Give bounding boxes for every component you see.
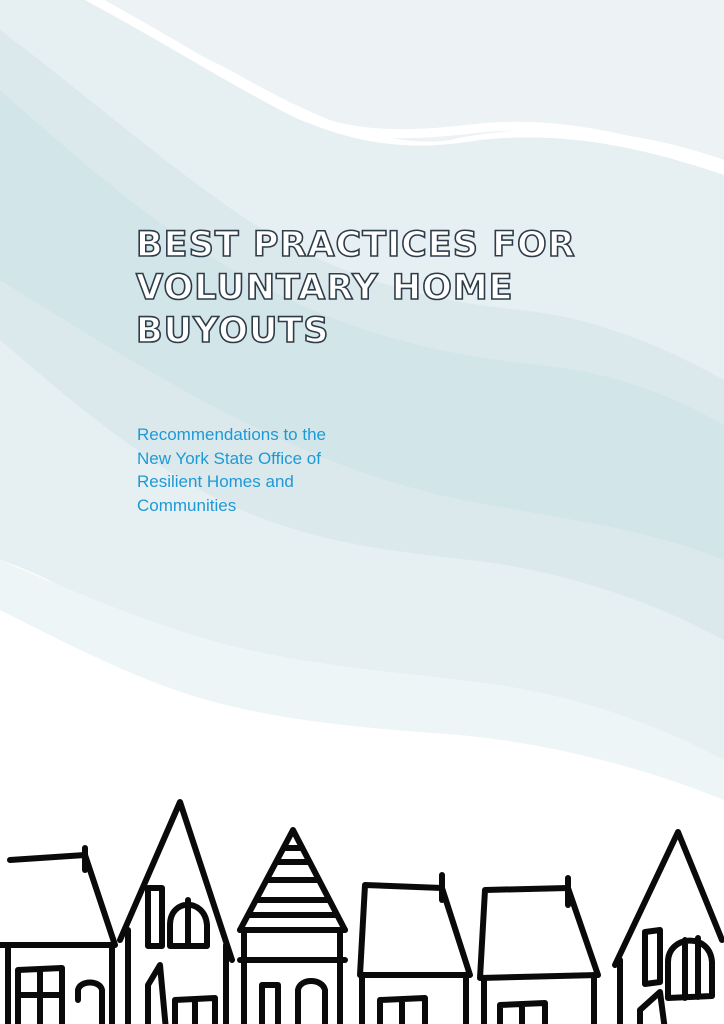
subtitle-line-3: Resilient Homes and — [137, 472, 294, 491]
house-3 — [240, 830, 345, 1024]
subtitle-line-2: New York State Office of — [137, 448, 321, 468]
house-2 — [120, 802, 232, 1024]
house-4 — [360, 875, 470, 1024]
house-5 — [480, 878, 598, 1024]
subtitle-line-4: Communities — [137, 495, 237, 515]
title-line-2: VOLUNTARY HOME — [136, 268, 514, 308]
report-title — [136, 224, 576, 353]
houses-illustration — [0, 790, 724, 1024]
title-line-1: BEST PRACTICES FOR — [136, 225, 576, 265]
subtitle-line-1: Recommendations to the — [137, 425, 326, 444]
house-1 — [0, 848, 115, 1024]
house-6 — [615, 832, 722, 1024]
title-line-3: BUYOUTS — [136, 311, 330, 351]
report-subtitle — [137, 423, 377, 517]
